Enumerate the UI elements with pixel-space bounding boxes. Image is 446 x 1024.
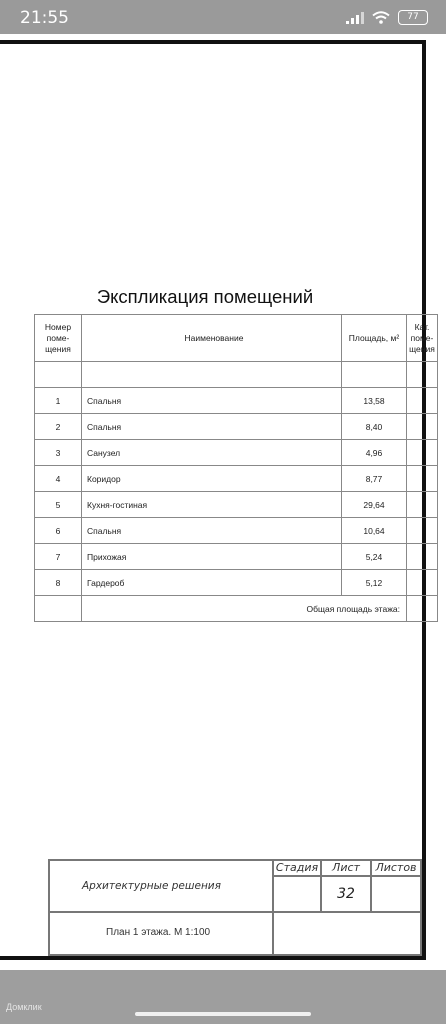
room-area: 29,64 [342, 492, 407, 518]
plan-title: План 1 этажа. М 1:100 [106, 927, 211, 938]
room-name: Спальня [82, 414, 342, 440]
room-category [407, 544, 438, 570]
header-number: Номер поме- щения [35, 315, 82, 362]
room-number: 1 [35, 388, 82, 414]
room-name: Спальня [82, 388, 342, 414]
room-category [407, 414, 438, 440]
room-area: 10,64 [342, 518, 407, 544]
room-name: Гардероб [82, 570, 342, 596]
room-number: 2 [35, 414, 82, 440]
battery-icon: 77 [398, 10, 428, 25]
header-name: Наименование [82, 315, 342, 362]
room-area: 8,40 [342, 414, 407, 440]
room-category [407, 466, 438, 492]
wifi-icon [372, 11, 390, 24]
total-row [35, 596, 438, 622]
sheet-header: Лист [321, 860, 371, 876]
table-row [35, 570, 438, 596]
document-sheet [0, 34, 446, 970]
home-indicator[interactable] [135, 1012, 311, 1016]
room-number: 7 [35, 544, 82, 570]
table-row [35, 466, 438, 492]
document-title: Экспликация помещений [96, 286, 314, 307]
room-area: 8,77 [342, 466, 407, 492]
stage-value [273, 876, 321, 912]
stamp-empty-cell [273, 912, 421, 955]
room-number: 3 [35, 440, 82, 466]
table-header-row [35, 315, 438, 362]
signal-icon [346, 12, 364, 24]
room-category [407, 440, 438, 466]
room-area: 13,58 [342, 388, 407, 414]
table-row [35, 440, 438, 466]
room-number: 6 [35, 518, 82, 544]
sheets-header: Листов [371, 860, 421, 876]
room-name: Санузел [82, 440, 342, 466]
room-area: 5,12 [342, 570, 407, 596]
total-area-label: Общая площадь этажа: [82, 596, 407, 622]
status-icons [346, 10, 428, 25]
rooms-table [34, 314, 438, 622]
room-number: 8 [35, 570, 82, 596]
room-category [407, 518, 438, 544]
table-row [35, 492, 438, 518]
watermark: Домклик [6, 1002, 42, 1012]
sheet-number: 32 [321, 876, 371, 912]
room-number: 4 [35, 466, 82, 492]
room-category [407, 492, 438, 518]
table-row [35, 388, 438, 414]
room-name: Прихожая [82, 544, 342, 570]
section-title: Архитектурные решения [82, 880, 221, 892]
sheets-total [371, 876, 421, 912]
room-category [407, 570, 438, 596]
bottom-bar [0, 970, 446, 1024]
header-category: Кат. поме- щения [407, 315, 438, 362]
status-time: 21:55 [20, 8, 69, 28]
room-name: Спальня [82, 518, 342, 544]
title-block [48, 859, 422, 956]
stage-header: Стадия [273, 860, 321, 876]
table-row [35, 362, 438, 388]
room-area: 4,96 [342, 440, 407, 466]
room-category [407, 388, 438, 414]
header-area: Площадь, м² [342, 315, 407, 362]
room-number: 5 [35, 492, 82, 518]
table-row [35, 544, 438, 570]
room-name: Кухня-гостиная [82, 492, 342, 518]
status-bar [0, 0, 446, 34]
section-title-cell [49, 860, 273, 912]
room-name: Коридор [82, 466, 342, 492]
room-area: 5,24 [342, 544, 407, 570]
table-row [35, 414, 438, 440]
plan-title-cell [49, 912, 273, 955]
table-row [35, 518, 438, 544]
